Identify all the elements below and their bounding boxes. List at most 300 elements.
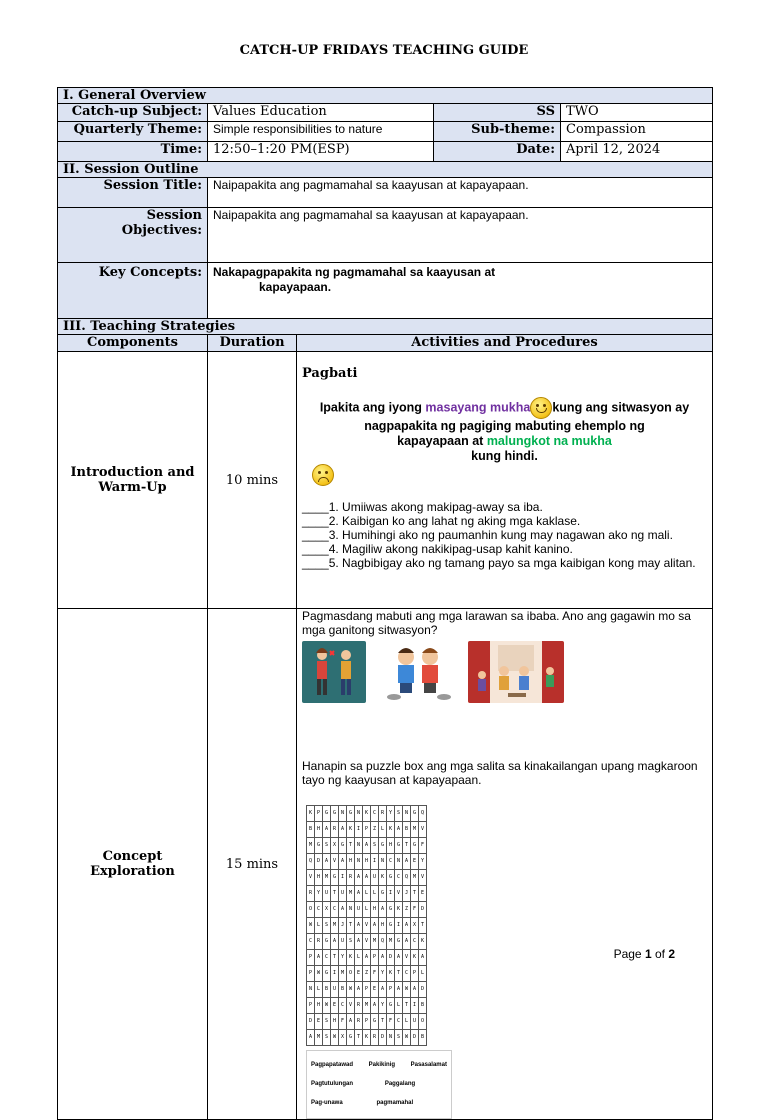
puzzle-cell: A bbox=[363, 870, 371, 886]
puzzle-cell: A bbox=[379, 902, 387, 918]
puzzle-cell: W bbox=[307, 918, 315, 934]
puzzle-row bbox=[307, 902, 427, 918]
puzzle-cell: V bbox=[403, 950, 411, 966]
happy-face-label: masayang mukha bbox=[425, 400, 531, 415]
puzzle-cell: M bbox=[411, 822, 419, 838]
pagbati-heading: Pagbati bbox=[302, 366, 358, 381]
puzzle-cell: D bbox=[411, 1030, 419, 1046]
date-value: April 12, 2024 bbox=[561, 142, 713, 162]
puzzle-word: Pakikinig bbox=[368, 1062, 395, 1068]
puzzle-cell: M bbox=[315, 1030, 323, 1046]
puzzle-cell: P bbox=[307, 966, 315, 982]
puzzle-cell: H bbox=[315, 822, 323, 838]
puzzle-cell: T bbox=[411, 886, 419, 902]
puzzle-cell: A bbox=[339, 822, 347, 838]
puzzle-cell: E bbox=[315, 1014, 323, 1030]
teaching-guide-table bbox=[57, 87, 713, 1120]
puzzle-cell: E bbox=[371, 982, 379, 998]
puzzle-cell: A bbox=[355, 934, 363, 950]
puzzle-cell: W bbox=[403, 982, 411, 998]
puzzle-cell: E bbox=[411, 854, 419, 870]
puzzle-cell: I bbox=[387, 886, 395, 902]
puzzle-cell: N bbox=[355, 838, 363, 854]
puzzle-cell: D bbox=[379, 1030, 387, 1046]
puzzle-cell: P bbox=[387, 982, 395, 998]
puzzle-cell: Q bbox=[403, 870, 411, 886]
theme-label: Quarterly Theme: bbox=[58, 122, 208, 142]
puzzle-cell: B bbox=[403, 822, 411, 838]
puzzle-cell: Z bbox=[371, 822, 379, 838]
key-concepts-value: Nakapagpapakita ng pagmamahal sa kaayusan at kapayapaan. bbox=[208, 263, 713, 319]
puzzle-cell: W bbox=[347, 982, 355, 998]
column-components: Components bbox=[58, 335, 208, 352]
puzzle-cell: W bbox=[331, 1030, 339, 1046]
puzzle-cell: P bbox=[363, 1014, 371, 1030]
puzzle-cell: G bbox=[347, 806, 355, 822]
puzzle-cell: G bbox=[323, 806, 331, 822]
puzzle-cell: S bbox=[347, 934, 355, 950]
puzzle-cell: K bbox=[307, 806, 315, 822]
puzzle-cell: A bbox=[379, 950, 387, 966]
puzzle-cell: Y bbox=[387, 806, 395, 822]
puzzle-cell: A bbox=[403, 854, 411, 870]
puzzle-cell: N bbox=[339, 806, 347, 822]
puzzle-cell: H bbox=[363, 854, 371, 870]
puzzle-cell: C bbox=[339, 998, 347, 1014]
list-item: ____3. Humihingi ako ng paumanhin kung may nagawan ako ng mali. bbox=[302, 528, 673, 542]
puzzle-cell: C bbox=[307, 934, 315, 950]
puzzle-cell: D bbox=[419, 982, 427, 998]
puzzle-cell: T bbox=[355, 1030, 363, 1046]
puzzle-cell: X bbox=[323, 902, 331, 918]
puzzle-cell: P bbox=[307, 950, 315, 966]
puzzle-cell: I bbox=[371, 854, 379, 870]
puzzle-cell: H bbox=[331, 1014, 339, 1030]
page-number: Page 1 of 2 bbox=[613, 947, 675, 961]
puzzle-cell: A bbox=[355, 886, 363, 902]
puzzle-cell: T bbox=[419, 918, 427, 934]
puzzle-cell: V bbox=[347, 998, 355, 1014]
puzzle-cell: C bbox=[331, 902, 339, 918]
puzzle-cell: N bbox=[307, 982, 315, 998]
puzzle-cell: G bbox=[411, 838, 419, 854]
puzzle-cell: B bbox=[323, 982, 331, 998]
puzzle-cell: M bbox=[323, 870, 331, 886]
puzzle-cell: A bbox=[411, 982, 419, 998]
puzzle-cell: C bbox=[395, 870, 403, 886]
puzzle-cell: G bbox=[387, 918, 395, 934]
sad-face-label: malungkot na mukha bbox=[486, 434, 612, 448]
arguing-people-image bbox=[302, 641, 366, 703]
puzzle-cell: S bbox=[323, 1014, 331, 1030]
puzzle-cell: H bbox=[315, 870, 323, 886]
puzzle-cell: D bbox=[387, 950, 395, 966]
puzzle-word: pagmamahal bbox=[376, 1100, 414, 1106]
puzzle-cell: T bbox=[331, 886, 339, 902]
puzzle-cell: A bbox=[307, 1030, 315, 1046]
puzzle-cell: G bbox=[371, 1014, 379, 1030]
puzzle-cell: I bbox=[339, 870, 347, 886]
puzzle-cell: Y bbox=[339, 950, 347, 966]
puzzle-cell: A bbox=[339, 902, 347, 918]
puzzle-cell: P bbox=[307, 998, 315, 1014]
puzzle-cell: N bbox=[395, 854, 403, 870]
puzzle-cell: J bbox=[403, 886, 411, 902]
puzzle-cell: U bbox=[371, 870, 379, 886]
puzzle-cell: X bbox=[411, 918, 419, 934]
puzzle-cell: Y bbox=[379, 998, 387, 1014]
puzzle-row bbox=[307, 822, 427, 838]
puzzle-cell: S bbox=[323, 838, 331, 854]
puzzle-cell: R bbox=[307, 886, 315, 902]
concept-duration: 15 mins bbox=[208, 609, 297, 1120]
puzzle-cell: Z bbox=[403, 902, 411, 918]
puzzle-cell: I bbox=[331, 966, 339, 982]
puzzle-cell: G bbox=[315, 838, 323, 854]
intro-activities: Pagbati Ipakita ang iyong masayang mukha kung ang sitwasyon ay nagpapakita ng pagiging mabuting ehemplo ng kapayapaan at malungkot na mukha kung hindi. ____1. Umiiwas akong makipag-away sa iba. ____2. Kaibigan ko ang lahat ng aking mga kaklase. ____3. Humihingi ako ng paumanhin kung may nagawan ako ng mali. ____4. Magiliw akong nakikipag-usap kahit kanino. ____5. Nagbibigay ako ng tamang payo sa mga kaibigan kong may alitan. bbox=[297, 352, 713, 609]
puzzle-cell: H bbox=[379, 918, 387, 934]
puzzle-cell: I bbox=[411, 998, 419, 1014]
concept-component: Concept Exploration bbox=[58, 609, 208, 1120]
puzzle-cell: B bbox=[307, 822, 315, 838]
puzzle-cell: K bbox=[395, 902, 403, 918]
puzzle-cell: T bbox=[379, 1014, 387, 1030]
puzzle-cell: H bbox=[387, 838, 395, 854]
list-item: ____2. Kaibigan ko ang lahat ng aking mga kaklase. bbox=[302, 514, 581, 528]
word-list bbox=[306, 1050, 452, 1119]
puzzle-cell: L bbox=[419, 966, 427, 982]
puzzle-cell: T bbox=[331, 950, 339, 966]
puzzle-cell: T bbox=[403, 838, 411, 854]
puzzle-cell: F bbox=[339, 1014, 347, 1030]
puzzle-cell: P bbox=[363, 982, 371, 998]
puzzle-cell: A bbox=[403, 918, 411, 934]
puzzle-cell: V bbox=[307, 870, 315, 886]
subtheme-label: Sub-theme: bbox=[434, 122, 561, 142]
puzzle-cell: E bbox=[419, 886, 427, 902]
puzzle-cell: L bbox=[355, 950, 363, 966]
puzzle-cell: N bbox=[403, 806, 411, 822]
subtheme-value: Compassion bbox=[561, 122, 713, 142]
ss-label: SS bbox=[434, 104, 561, 122]
puzzle-cell: M bbox=[411, 870, 419, 886]
puzzle-cell: C bbox=[395, 1014, 403, 1030]
puzzle-row bbox=[307, 918, 427, 934]
puzzle-cell: R bbox=[331, 822, 339, 838]
situation-pictures bbox=[302, 641, 707, 703]
puzzle-cell: L bbox=[403, 1014, 411, 1030]
puzzle-cell: G bbox=[411, 806, 419, 822]
puzzle-cell: L bbox=[315, 982, 323, 998]
puzzle-cell: M bbox=[347, 886, 355, 902]
column-activities: Activities and Procedures bbox=[297, 335, 713, 352]
puzzle-row bbox=[307, 998, 427, 1014]
word-puzzle bbox=[306, 805, 707, 1119]
puzzle-cell: F bbox=[411, 902, 419, 918]
puzzle-row bbox=[307, 1014, 427, 1030]
puzzle-cell: P bbox=[315, 806, 323, 822]
puzzle-cell: C bbox=[403, 966, 411, 982]
puzzle-cell: I bbox=[395, 918, 403, 934]
puzzle-row bbox=[307, 854, 427, 870]
puzzle-cell: L bbox=[363, 902, 371, 918]
puzzle-cell: R bbox=[315, 934, 323, 950]
puzzle-cell: W bbox=[323, 998, 331, 1014]
puzzle-cell: A bbox=[363, 950, 371, 966]
puzzle-cell: K bbox=[363, 1030, 371, 1046]
puzzle-row bbox=[307, 886, 427, 902]
puzzle-cell: N bbox=[347, 902, 355, 918]
puzzle-cell: V bbox=[419, 870, 427, 886]
puzzle-cell: C bbox=[411, 934, 419, 950]
puzzle-cell: B bbox=[419, 1030, 427, 1046]
fighting-kids-image bbox=[382, 641, 454, 703]
puzzle-cell: D bbox=[307, 1014, 315, 1030]
puzzle-cell: W bbox=[403, 1030, 411, 1046]
puzzle-cell: R bbox=[379, 806, 387, 822]
puzzle-word: Pagtutulungan bbox=[311, 1081, 353, 1087]
puzzle-cell: K bbox=[387, 822, 395, 838]
puzzle-row bbox=[307, 806, 427, 822]
puzzle-cell: U bbox=[323, 886, 331, 902]
date-label: Date: bbox=[434, 142, 561, 162]
puzzle-cell: B bbox=[419, 998, 427, 1014]
puzzle-cell: O bbox=[347, 966, 355, 982]
session-objectives-value: Naipapakita ang pagmamahal sa kaayusan at kapayapaan. bbox=[208, 208, 713, 263]
puzzle-cell: Y bbox=[379, 966, 387, 982]
concept-activities bbox=[297, 609, 713, 1120]
document-title: CATCH-UP FRIDAYS TEACHING GUIDE bbox=[239, 43, 529, 58]
puzzle-cell: G bbox=[331, 806, 339, 822]
puzzle-cell: T bbox=[403, 998, 411, 1014]
puzzle-cell: K bbox=[411, 950, 419, 966]
time-label: Time: bbox=[58, 142, 208, 162]
puzzle-cell: G bbox=[387, 870, 395, 886]
sad-face-icon bbox=[312, 464, 334, 486]
intro-component: Introduction and Warm-Up bbox=[58, 352, 208, 609]
concept-row bbox=[58, 609, 713, 1120]
puzzle-cell: N bbox=[387, 1030, 395, 1046]
puzzle-cell: P bbox=[363, 822, 371, 838]
puzzle-cell: A bbox=[371, 918, 379, 934]
puzzle-cell: T bbox=[395, 966, 403, 982]
puzzle-cell: M bbox=[371, 934, 379, 950]
puzzle-cell: N bbox=[379, 854, 387, 870]
puzzle-cell: A bbox=[355, 982, 363, 998]
list-item: ____1. Umiiwas akong makipag-away sa iba. bbox=[302, 500, 543, 514]
puzzle-cell: A bbox=[419, 950, 427, 966]
picture-prompt: Pagmasdang mabuti ang mga larawan sa ibaba. Ano ang gagawin mo sa mga ganitong sitwasyon? bbox=[302, 609, 691, 637]
subject-label: Catch-up Subject: bbox=[58, 104, 208, 122]
puzzle-cell: J bbox=[339, 918, 347, 934]
puzzle-cell: K bbox=[363, 806, 371, 822]
puzzle-cell: X bbox=[339, 1030, 347, 1046]
puzzle-cell: V bbox=[363, 918, 371, 934]
puzzle-cell: G bbox=[347, 1030, 355, 1046]
warmup-items bbox=[302, 500, 707, 570]
puzzle-cell: G bbox=[339, 838, 347, 854]
puzzle-cell: S bbox=[371, 838, 379, 854]
puzzle-cell: G bbox=[395, 838, 403, 854]
happy-face-icon bbox=[530, 397, 552, 419]
puzzle-cell: U bbox=[411, 1014, 419, 1030]
puzzle-cell: W bbox=[315, 966, 323, 982]
puzzle-cell: D bbox=[419, 902, 427, 918]
puzzle-row bbox=[307, 870, 427, 886]
puzzle-cell: O bbox=[419, 1014, 427, 1030]
puzzle-cell: R bbox=[355, 998, 363, 1014]
puzzle-cell: N bbox=[355, 854, 363, 870]
puzzle-cell: G bbox=[387, 902, 395, 918]
puzzle-cell: A bbox=[371, 998, 379, 1014]
puzzle-cell: G bbox=[323, 966, 331, 982]
subject-value: Values Education bbox=[208, 104, 434, 122]
puzzle-cell: Z bbox=[363, 966, 371, 982]
puzzle-cell: R bbox=[371, 1030, 379, 1046]
puzzle-cell: P bbox=[411, 966, 419, 982]
puzzle-cell: M bbox=[387, 934, 395, 950]
puzzle-cell: B bbox=[339, 982, 347, 998]
puzzle-cell: G bbox=[323, 934, 331, 950]
list-item: ____5. Nagbibigay ako ng tamang payo sa mga kaibigan kong may alitan. bbox=[302, 556, 696, 570]
puzzle-row bbox=[307, 838, 427, 854]
puzzle-cell: C bbox=[371, 806, 379, 822]
puzzle-cell: V bbox=[419, 822, 427, 838]
puzzle-cell: S bbox=[323, 918, 331, 934]
puzzle-cell: U bbox=[339, 886, 347, 902]
puzzle-cell: P bbox=[371, 950, 379, 966]
puzzle-cell: V bbox=[331, 854, 339, 870]
puzzle-cell: A bbox=[323, 854, 331, 870]
intro-row bbox=[58, 352, 713, 609]
puzzle-prompt: Hanapin sa puzzle box ang mga salita sa kinakailangan upang magkaroon tayo ng kaayusan at kapayapaan. bbox=[302, 759, 698, 787]
puzzle-cell: L bbox=[371, 886, 379, 902]
puzzle-cell: O bbox=[307, 902, 315, 918]
puzzle-cell: U bbox=[339, 934, 347, 950]
puzzle-cell: Q bbox=[419, 806, 427, 822]
puzzle-word: Pagpapatawad bbox=[311, 1062, 354, 1068]
puzzle-cell: A bbox=[379, 982, 387, 998]
puzzle-cell: Y bbox=[419, 854, 427, 870]
session-objectives-label: Session Objectives: bbox=[58, 208, 208, 263]
puzzle-cell: Q bbox=[307, 854, 315, 870]
puzzle-cell: M bbox=[339, 966, 347, 982]
puzzle-cell: A bbox=[355, 870, 363, 886]
puzzle-cell: K bbox=[419, 934, 427, 950]
puzzle-cell: F bbox=[387, 1014, 395, 1030]
puzzle-cell: X bbox=[331, 838, 339, 854]
intro-duration: 10 mins bbox=[208, 352, 297, 609]
puzzle-cell: G bbox=[379, 838, 387, 854]
puzzle-cell: R bbox=[347, 870, 355, 886]
theme-value: Simple responsibilities to nature bbox=[208, 122, 434, 142]
puzzle-row bbox=[307, 966, 427, 982]
puzzle-row bbox=[307, 934, 427, 950]
puzzle-cell: A bbox=[403, 934, 411, 950]
puzzle-cell: S bbox=[395, 1030, 403, 1046]
puzzle-cell: F bbox=[371, 966, 379, 982]
key-concepts-label: Key Concepts: bbox=[58, 263, 208, 319]
puzzle-cell: E bbox=[331, 998, 339, 1014]
section-general-overview: I. General Overview bbox=[58, 88, 713, 104]
puzzle-cell: E bbox=[355, 966, 363, 982]
puzzle-cell: T bbox=[347, 838, 355, 854]
puzzle-cell: K bbox=[387, 966, 395, 982]
puzzle-cell: V bbox=[395, 886, 403, 902]
puzzle-cell: U bbox=[331, 982, 339, 998]
puzzle-cell: R bbox=[355, 1014, 363, 1030]
puzzle-word: Paggalang bbox=[384, 1081, 416, 1087]
puzzle-row bbox=[307, 950, 427, 966]
puzzle-cell: M bbox=[307, 838, 315, 854]
puzzle-cell: C bbox=[315, 902, 323, 918]
puzzle-cell: I bbox=[355, 822, 363, 838]
puzzle-cell: L bbox=[363, 886, 371, 902]
puzzle-cell: K bbox=[379, 870, 387, 886]
ss-value: TWO bbox=[561, 104, 713, 122]
puzzle-cell: G bbox=[387, 998, 395, 1014]
puzzle-cell: A bbox=[363, 838, 371, 854]
puzzle-cell: A bbox=[395, 822, 403, 838]
puzzle-cell: G bbox=[395, 934, 403, 950]
puzzle-cell: A bbox=[395, 982, 403, 998]
puzzle-word: Pag-unawa bbox=[311, 1100, 343, 1106]
column-duration: Duration bbox=[208, 335, 297, 352]
session-title-label: Session Title: bbox=[58, 178, 208, 208]
school-conflict-image bbox=[468, 641, 564, 703]
puzzle-cell: G bbox=[331, 870, 339, 886]
puzzle-cell: L bbox=[395, 998, 403, 1014]
puzzle-cell: V bbox=[363, 934, 371, 950]
puzzle-cell: U bbox=[355, 902, 363, 918]
session-title-value: Naipapakita ang pagmamahal sa kaayusan at kapayapaan. bbox=[208, 178, 713, 208]
puzzle-cell: G bbox=[379, 886, 387, 902]
puzzle-cell: D bbox=[315, 854, 323, 870]
puzzle-row bbox=[307, 1030, 427, 1046]
puzzle-word: Pasasalamat bbox=[410, 1062, 447, 1068]
section-session-outline: II. Session Outline bbox=[58, 162, 713, 178]
puzzle-cell: M bbox=[331, 918, 339, 934]
puzzle-cell: N bbox=[355, 806, 363, 822]
list-item: ____4. Magiliw akong nakikipag-usap kahit kanino. bbox=[302, 542, 573, 556]
puzzle-cell: C bbox=[323, 950, 331, 966]
puzzle-cell: K bbox=[347, 822, 355, 838]
puzzle-cell: H bbox=[347, 854, 355, 870]
puzzle-cell: S bbox=[323, 1030, 331, 1046]
puzzle-cell: L bbox=[379, 822, 387, 838]
section-teaching-strategies: III. Teaching Strategies bbox=[58, 319, 713, 335]
puzzle-cell: S bbox=[395, 806, 403, 822]
puzzle-cell: A bbox=[347, 1014, 355, 1030]
puzzle-cell: Q bbox=[379, 934, 387, 950]
puzzle-cell: A bbox=[355, 918, 363, 934]
puzzle-row bbox=[307, 982, 427, 998]
puzzle-cell: H bbox=[315, 998, 323, 1014]
puzzle-cell: A bbox=[339, 854, 347, 870]
puzzle-cell: A bbox=[331, 934, 339, 950]
puzzle-cell: K bbox=[347, 950, 355, 966]
puzzle-cell: H bbox=[371, 902, 379, 918]
puzzle-cell: T bbox=[347, 918, 355, 934]
puzzle-cell: A bbox=[395, 950, 403, 966]
time-value: 12:50–1:20 PM(ESP) bbox=[208, 142, 434, 162]
puzzle-grid bbox=[306, 805, 427, 1046]
puzzle-cell: A bbox=[323, 822, 331, 838]
puzzle-cell: C bbox=[387, 854, 395, 870]
puzzle-cell: A bbox=[315, 950, 323, 966]
puzzle-cell: L bbox=[315, 918, 323, 934]
puzzle-cell: Y bbox=[315, 886, 323, 902]
